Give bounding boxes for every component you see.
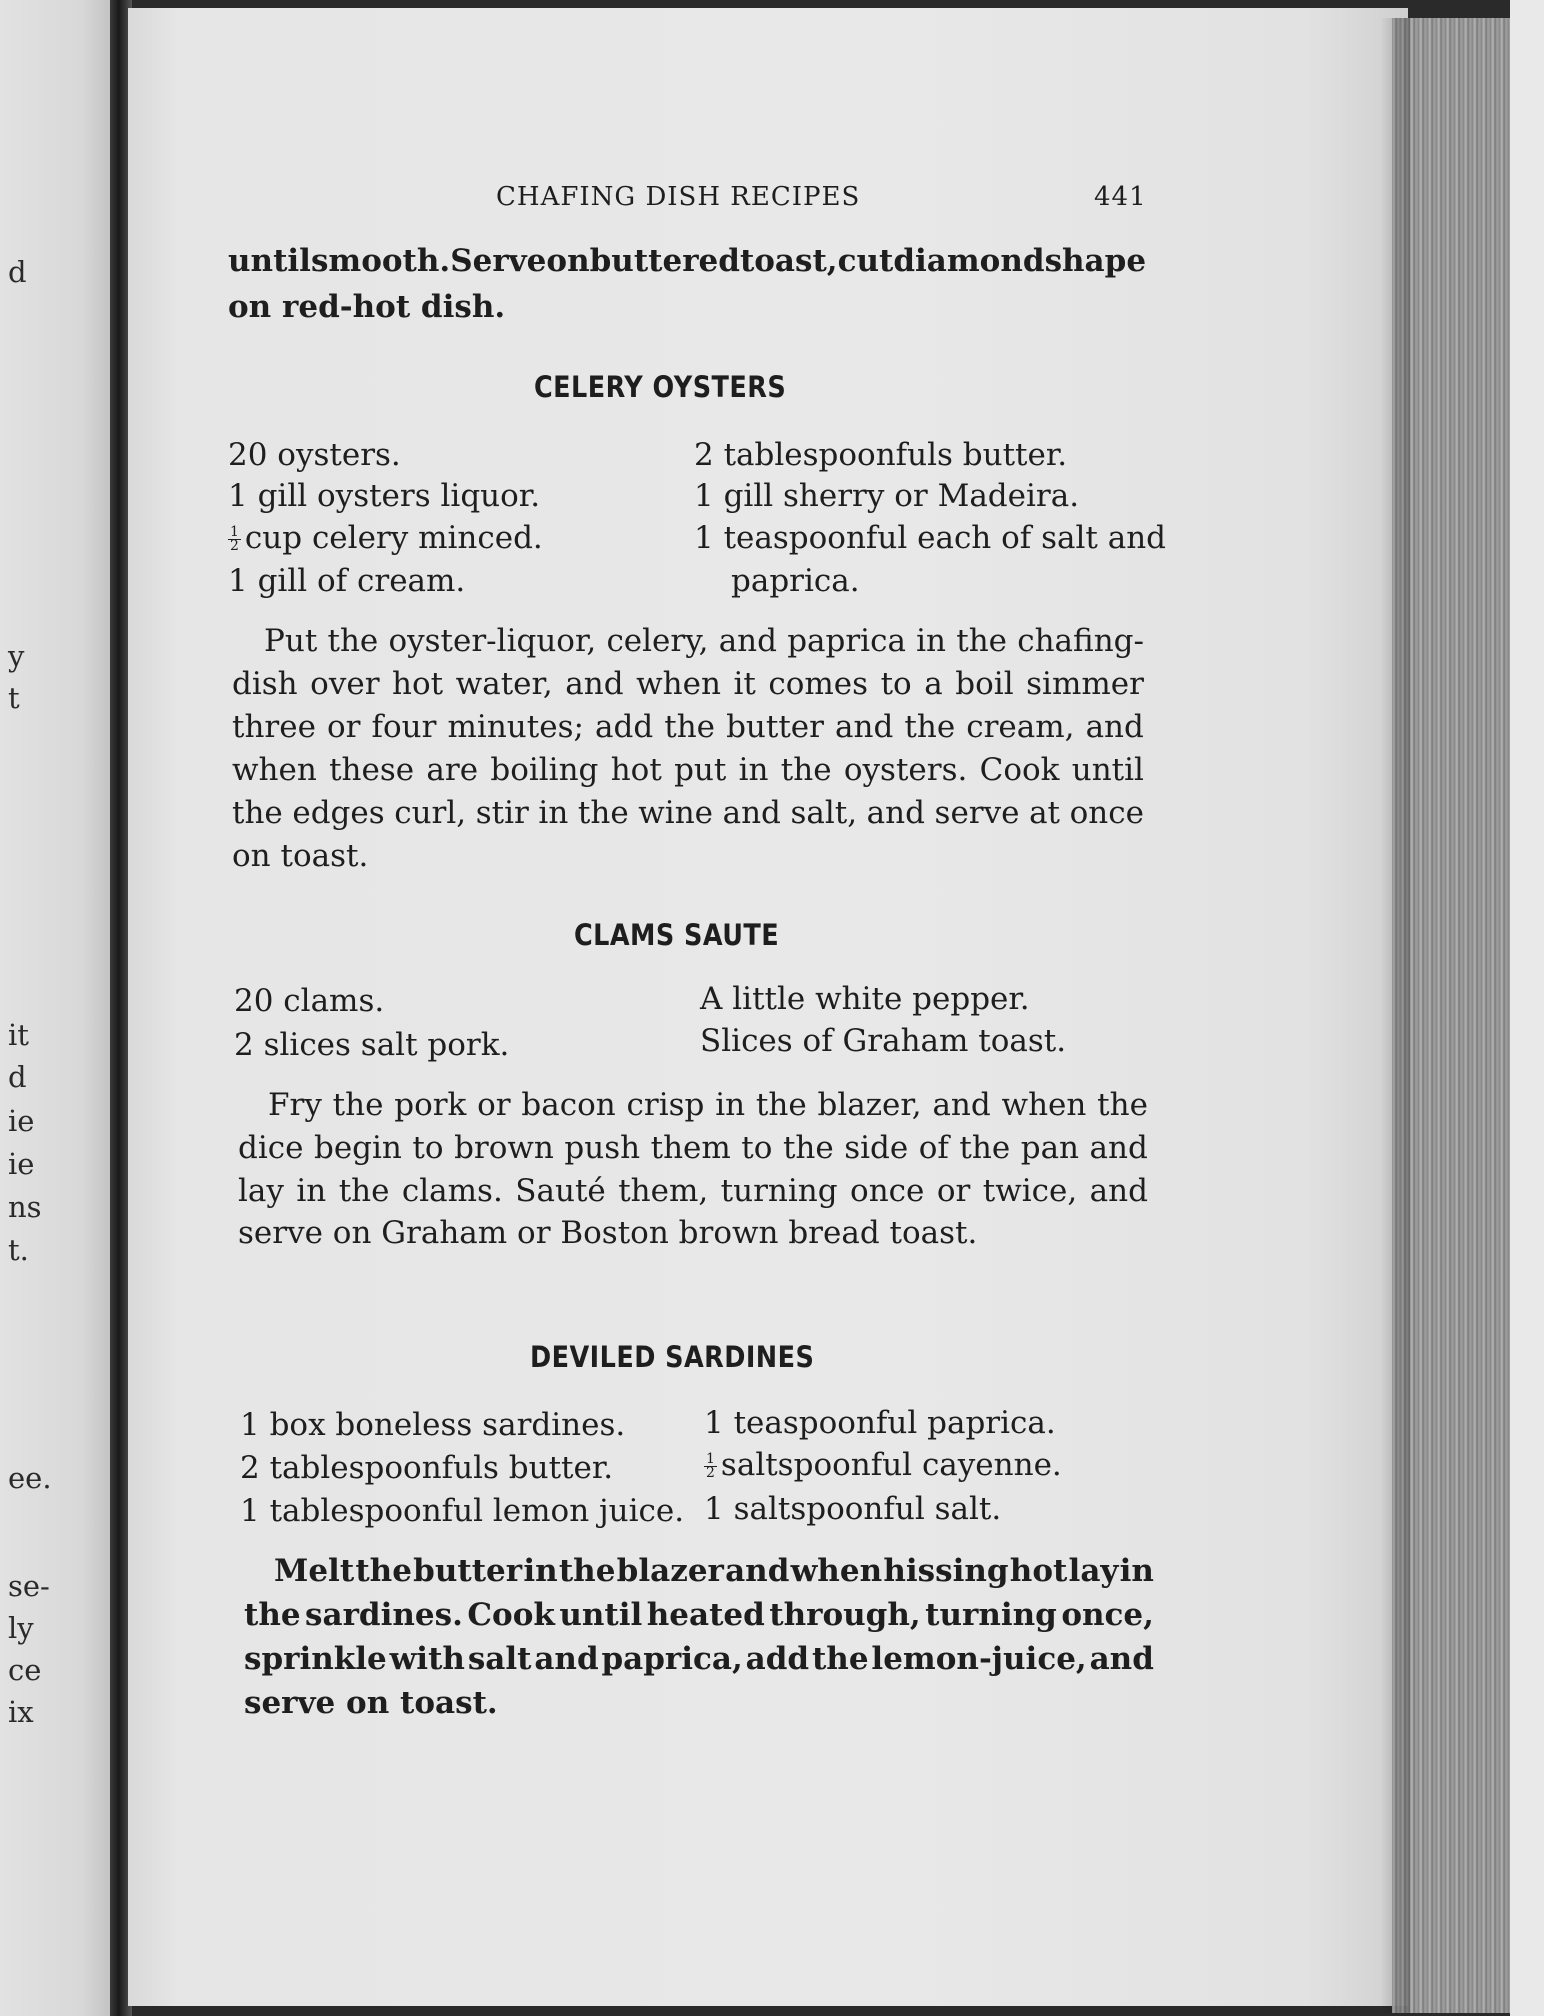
ingredient: 1 box boneless sardines. — [240, 1407, 626, 1443]
intro-line-2: on red-hot dish. — [228, 289, 506, 325]
recipe-body-line: sprinkle with salt and paprica, add the lemon-juice, and — [244, 1641, 1154, 1677]
ingredient: 2 slices salt pork. — [234, 1027, 510, 1063]
recipe-title: CELERY OYSTERS — [534, 370, 787, 404]
facing-page-fragment: ly — [8, 1611, 34, 1645]
recipe-body-line: Put the oyster-liquor, celery, and paprica in the chafing- — [264, 623, 1144, 659]
recipe-title: CLAMS SAUTE — [574, 918, 780, 952]
intro-line-1: until smooth. Serve on buttered toast, cut diamond shape — [228, 243, 1147, 279]
recipe-body-line: when these are boiling hot put in the oysters. Cook until — [232, 752, 1144, 788]
ingredient: 1 tablespoonful lemon juice. — [240, 1493, 685, 1529]
facing-page-fragment: y — [8, 639, 25, 673]
ingredient: 20 oysters. — [228, 437, 401, 473]
left-facing-page — [0, 0, 118, 2016]
recipe-body-line: dice begin to brown push them to the side of the pan and — [238, 1130, 1148, 1166]
facing-page-fragment: it — [8, 1018, 29, 1052]
page-number: 441 — [1094, 182, 1147, 212]
fraction-half: $\frac{1}{2}$ — [230, 524, 239, 554]
recipe-body-line: on toast. — [232, 838, 369, 874]
ingredient: 1 teaspoonful paprica. — [704, 1405, 1056, 1441]
recipe-body-line: serve on Graham or Boston brown bread toast. — [238, 1215, 978, 1251]
recipe-body-line: the edges curl, stir in the wine and salt, and serve at once — [232, 795, 1144, 831]
facing-page-fragment: t. — [8, 1233, 29, 1267]
ingredient: 1 teaspoonful each of salt and — [694, 520, 1167, 556]
ingredient: 1 gill of cream. — [228, 563, 466, 599]
ingredient: 20 clams. — [234, 983, 385, 1019]
ingredient: $\frac{1}{2}$ cup celery minced. — [230, 520, 543, 556]
facing-page-fragment: d — [8, 1060, 27, 1094]
ingredient: paprica. — [731, 563, 860, 599]
facing-page-fragment: ie — [8, 1147, 35, 1181]
background-strip — [1510, 0, 1544, 2016]
recipe-body-line: serve on toast. — [244, 1685, 498, 1721]
facing-page-fragment: d — [8, 255, 27, 289]
recipe-body-line: three or four minutes; add the butter and the cream, and — [232, 709, 1144, 745]
facing-page-fragment: ns — [8, 1190, 42, 1224]
recipe-body-line: Melt the butter in the blazer and when hissing hot lay in — [274, 1553, 1154, 1589]
ingredient: A little white pepper. — [700, 981, 1030, 1017]
running-title: CHAFING DISH RECIPES — [496, 182, 861, 212]
recipe-body-line: Fry the pork or bacon crisp in the blazer, and when the — [268, 1087, 1148, 1123]
recipe-body-line: dish over hot water, and when it comes to a boil simmer — [232, 666, 1144, 702]
ingredient: 1 gill sherry or Madeira. — [694, 478, 1080, 514]
facing-page-fragment: ie — [8, 1104, 35, 1138]
facing-page-fragment: ix — [8, 1695, 34, 1729]
facing-page-fragment: ee. — [8, 1461, 52, 1495]
facing-page-fragment: se- — [8, 1569, 50, 1603]
ingredient: $\frac{1}{2}$ saltspoonful cayenne. — [706, 1447, 1062, 1483]
recipe-title: DEVILED SARDINES — [530, 1340, 815, 1374]
facing-page-fragment: ce — [8, 1653, 42, 1687]
recipe-body-line: the sardines. Cook until heated through, turning once, — [244, 1597, 1154, 1633]
ingredient: Slices of Graham toast. — [700, 1023, 1067, 1059]
ingredient: 1 gill oysters liquor. — [228, 478, 541, 514]
facing-page-fragment: t — [8, 681, 20, 715]
recipe-body-line: lay in the clams. Sauté them, turning once or twice, and — [238, 1173, 1148, 1209]
page-edges-shadow — [1380, 18, 1410, 2013]
ingredient: 2 tablespoonfuls butter. — [240, 1450, 614, 1486]
ingredient: 2 tablespoonfuls butter. — [694, 437, 1068, 473]
fraction-half: $\frac{1}{2}$ — [706, 1451, 715, 1481]
ingredient: 1 saltspoonful salt. — [704, 1491, 1002, 1527]
